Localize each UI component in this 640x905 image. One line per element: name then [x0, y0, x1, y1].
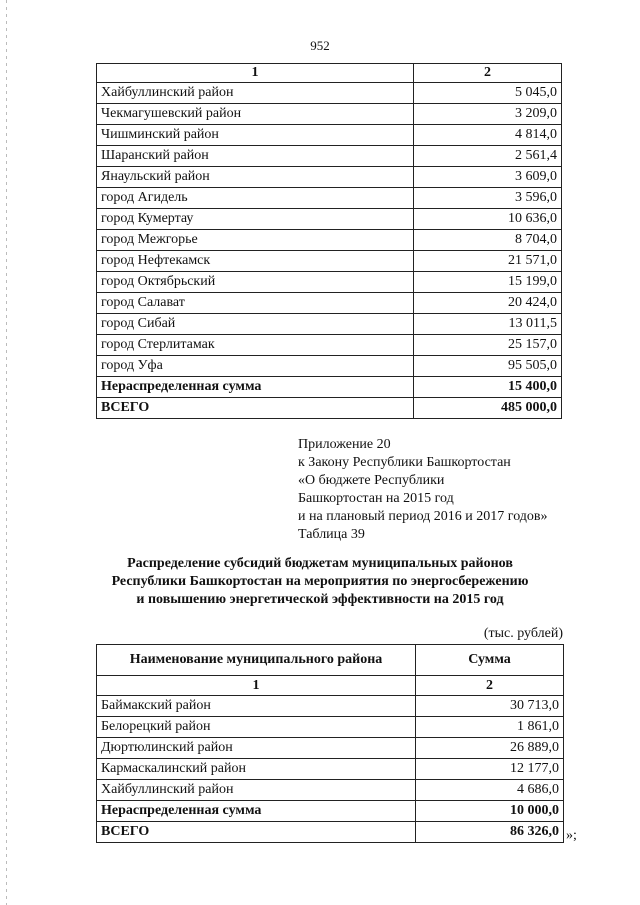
table-title-line: Республики Башкортостан на мероприятия по энергосбережению [111, 574, 529, 589]
column-header-district: Наименование муниципального района [97, 645, 416, 676]
table-row [97, 738, 564, 759]
table-row [97, 759, 564, 780]
table-row [97, 356, 562, 377]
row-name: город Уфа [97, 356, 414, 377]
row-name: ВСЕГО [97, 822, 416, 843]
row-value: 13 011,5 [414, 314, 562, 335]
row-name: город Агидель [97, 188, 414, 209]
row-name: Хайбуллинский район [97, 83, 414, 104]
row-value: 12 177,0 [416, 759, 564, 780]
table-row [97, 335, 562, 356]
row-name: Кармаскалинский район [97, 759, 416, 780]
closing-quote-mark: »; [566, 828, 577, 843]
column-number-1: 1 [97, 64, 414, 83]
table-row [97, 167, 562, 188]
table-row [97, 696, 564, 717]
total-row [97, 822, 564, 843]
column-number-2: 2 [416, 676, 564, 696]
appendix-line: Приложение 20 [298, 437, 391, 452]
table-row [97, 230, 562, 251]
row-value: 25 157,0 [414, 335, 562, 356]
row-name: Дюртюлинский район [97, 738, 416, 759]
table-header-row [97, 645, 564, 676]
row-value: 5 045,0 [414, 83, 562, 104]
table-row [97, 146, 562, 167]
row-value: 21 571,0 [414, 251, 562, 272]
row-name: город Межгорье [97, 230, 414, 251]
row-value: 10 636,0 [414, 209, 562, 230]
table-title-line: и повышению энергетической эффективности на 2015 год [136, 592, 504, 607]
row-name: ВСЕГО [97, 398, 414, 419]
row-name: Белорецкий район [97, 717, 416, 738]
row-value: 10 000,0 [416, 801, 564, 822]
energy-subsidy-table [96, 644, 564, 843]
row-value: 4 686,0 [416, 780, 564, 801]
table-title-line: Распределение субсидий бюджетам муниципальных районов [127, 556, 513, 571]
table-row [97, 104, 562, 125]
row-name: город Стерлитамак [97, 335, 414, 356]
table-body [97, 696, 564, 801]
row-value: 30 713,0 [416, 696, 564, 717]
column-number-2: 2 [414, 64, 562, 83]
table-row [97, 251, 562, 272]
row-name: Нераспределенная сумма [97, 377, 414, 398]
table-body [97, 83, 562, 377]
row-value: 3 609,0 [414, 167, 562, 188]
appendix-line: «О бюджете Республики [298, 473, 445, 488]
unallocated-row [97, 377, 562, 398]
row-name: город Салават [97, 293, 414, 314]
table-row [97, 125, 562, 146]
row-name: Хайбуллинский район [97, 780, 416, 801]
row-value: 15 400,0 [414, 377, 562, 398]
table-number-row [97, 676, 564, 696]
row-value: 20 424,0 [414, 293, 562, 314]
appendix-line: и на плановый период 2016 и 2017 годов» [298, 509, 548, 524]
appendix-line: Башкортостан на 2015 год [298, 491, 454, 506]
units-label: (тыс. рублей) [483, 626, 563, 641]
table-row [97, 83, 562, 104]
row-name: Чекмагушевский район [97, 104, 414, 125]
appendix-line: к Закону Республики Башкортостан [298, 455, 511, 470]
total-row [97, 398, 562, 419]
appendix-line: Таблица 39 [298, 527, 365, 542]
scan-margin-line [6, 0, 7, 905]
table-title [0, 555, 640, 609]
table-row [97, 314, 562, 335]
subsidy-table-continued [96, 63, 562, 419]
table-row [97, 209, 562, 230]
table-row [97, 188, 562, 209]
row-value: 26 889,0 [416, 738, 564, 759]
appendix-header [298, 436, 548, 544]
table-row [97, 272, 562, 293]
row-name: город Октябрьский [97, 272, 414, 293]
page-number: 952 [310, 38, 330, 53]
row-value: 3 209,0 [414, 104, 562, 125]
row-name: Нераспределенная сумма [97, 801, 416, 822]
row-name: город Нефтекамск [97, 251, 414, 272]
row-value: 4 814,0 [414, 125, 562, 146]
row-name: Шаранский район [97, 146, 414, 167]
row-value: 8 704,0 [414, 230, 562, 251]
table-header-row [97, 64, 562, 83]
row-name: город Кумертау [97, 209, 414, 230]
row-value: 86 326,0 [416, 822, 564, 843]
row-name: Янаульский район [97, 167, 414, 188]
row-value: 95 505,0 [414, 356, 562, 377]
row-name: Чишминский район [97, 125, 414, 146]
column-number-1: 1 [97, 676, 416, 696]
row-value: 2 561,4 [414, 146, 562, 167]
row-name: город Сибай [97, 314, 414, 335]
table-row [97, 780, 564, 801]
row-value: 3 596,0 [414, 188, 562, 209]
table-row [97, 717, 564, 738]
row-value: 485 000,0 [414, 398, 562, 419]
unallocated-row [97, 801, 564, 822]
row-name: Баймакский район [97, 696, 416, 717]
column-header-amount: Сумма [416, 645, 564, 676]
table-row [97, 293, 562, 314]
row-value: 1 861,0 [416, 717, 564, 738]
row-value: 15 199,0 [414, 272, 562, 293]
